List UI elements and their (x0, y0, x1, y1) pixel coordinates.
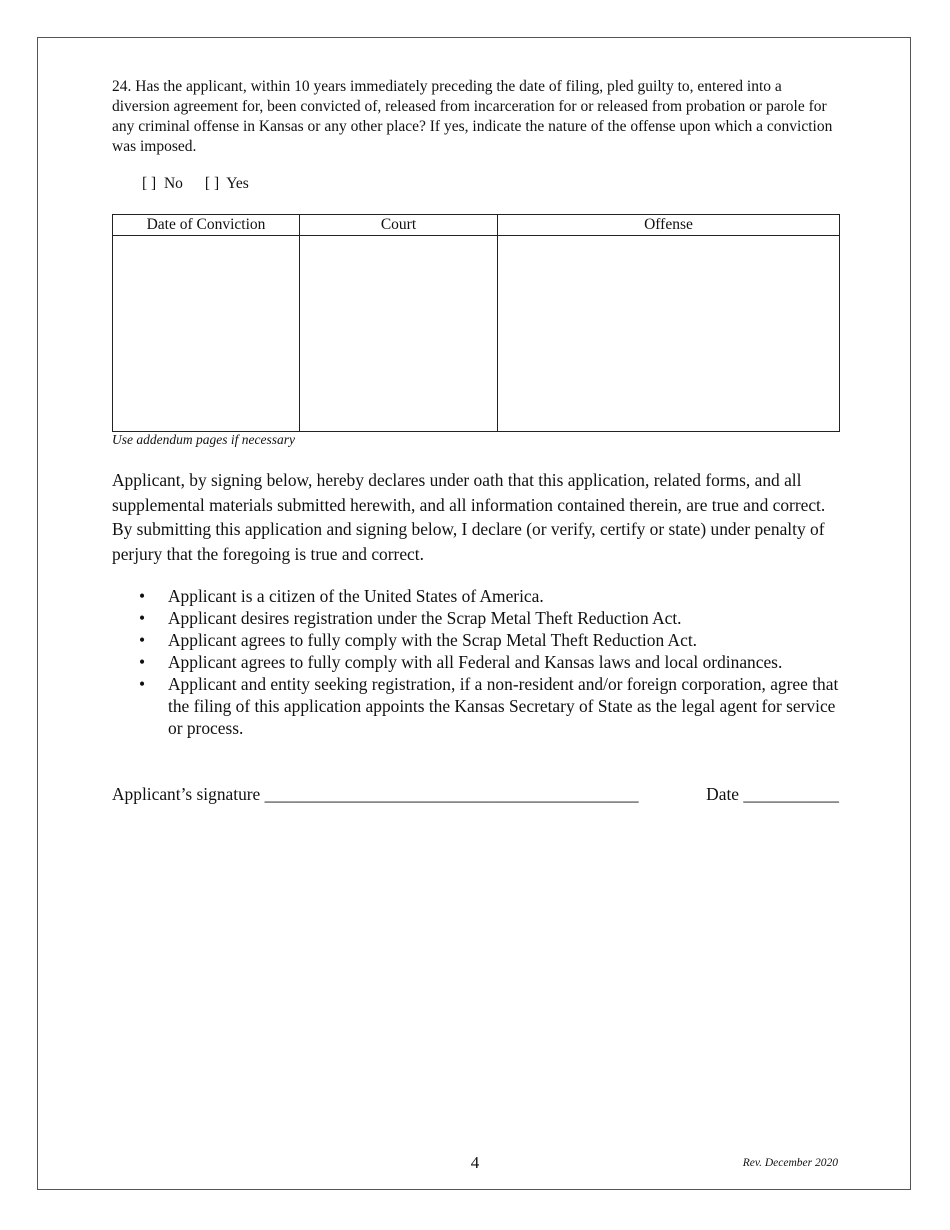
page-number: 4 (470, 1153, 480, 1172)
list-item: • Applicant and entity seeking registration, if a non-resident and/or foreign corporation, agree that the filing of this application appoints the Kansas Secretary of State as the legal agent for service or process. (112, 673, 847, 739)
declaration-paragraph: Applicant, by signing below, hereby declares under oath that this application, related forms, and all supplemental materials submitted herewith, and all information contained therein, are true and correct. By submitting this application and signing below, I declare (or verify, certify or state) under penalty of perjury that the foregoing is true and correct. (112, 470, 826, 564)
header-offense: Offense (498, 215, 840, 236)
declaration-bullets (112, 585, 847, 739)
conviction-table (112, 214, 840, 432)
list-item: • Applicant agrees to fully comply with all Federal and Kansas laws and local ordinances. (112, 651, 847, 673)
signature-line (112, 783, 839, 805)
no-checkbox[interactable]: [ ] No (142, 175, 183, 192)
question-24: 24. Has the applicant, within 10 years immediately preceding the date of filing, pled guilty to, entered into a diversion agreement for, been convicted of, released from incarceration for or released from probation or parole for any criminal offense in Kansas or any other place? If yes, indicate the nature of the offense upon which a conviction was imposed. (112, 78, 833, 155)
signature-field[interactable]: Applicant’s signature ___________________________________________ (112, 784, 639, 804)
date-field[interactable]: Date ___________ (706, 784, 839, 804)
date-of-conviction-cell[interactable] (113, 236, 300, 432)
list-item: • Applicant agrees to fully comply with the Scrap Metal Theft Reduction Act. (112, 629, 847, 651)
yes-checkbox[interactable]: [ ] Yes (204, 175, 249, 192)
table-row (113, 236, 840, 432)
header-date-of-conviction: Date of Conviction (113, 215, 300, 236)
table-header-row (113, 215, 840, 236)
court-cell[interactable] (300, 236, 498, 432)
addendum-note: Use addendum pages if necessary (112, 432, 295, 447)
list-item: • Applicant desires registration under the Scrap Metal Theft Reduction Act. (112, 607, 847, 629)
header-court: Court (300, 215, 498, 236)
offense-cell[interactable] (498, 236, 840, 432)
list-item: • Applicant is a citizen of the United States of America. (112, 585, 847, 607)
conviction-choices (142, 174, 249, 194)
revision-note: Rev. December 2020 (742, 1157, 838, 1169)
